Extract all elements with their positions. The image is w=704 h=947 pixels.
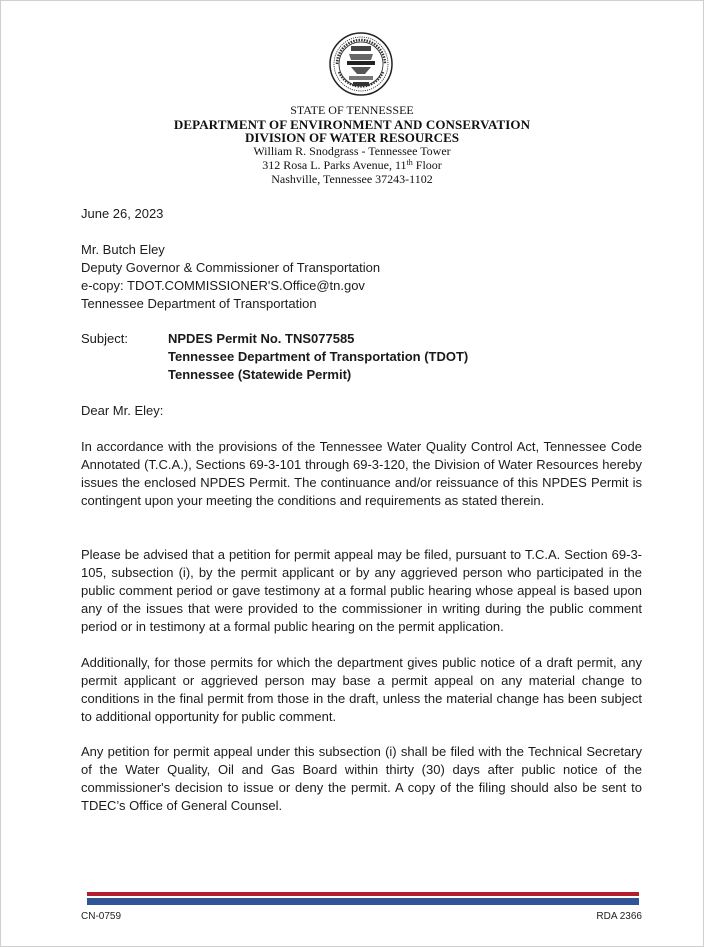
division-heading: DIVISION OF WATER RESOURCES bbox=[245, 130, 459, 145]
subject-permittee: Tennessee Department of Transportation (TDOT) bbox=[168, 349, 469, 364]
recipient-name: Mr. Butch Eley bbox=[81, 242, 165, 257]
street-address-ordinal: th bbox=[406, 158, 413, 167]
rda-number: RDA 2366 bbox=[596, 911, 642, 922]
city-address: Nashville, Tennessee 37243-1102 bbox=[271, 172, 433, 186]
department-heading: DEPARTMENT OF ENVIRONMENT AND CONSERVATION bbox=[173, 117, 531, 132]
street-address bbox=[0, 158, 704, 173]
recipient-organization: Tennessee Department of Transportation bbox=[81, 296, 317, 311]
body-paragraph: Additionally, for those permits for which the department gives public notice of a draft permit, any permit applicant or aggrieved person may base a permit appeal on any material change to conditions in the final permit from those in the draft, unless the material change has been subject to additional opportunity for public comment. bbox=[81, 655, 642, 724]
form-number: CN-0759 bbox=[81, 911, 122, 922]
recipient-block bbox=[81, 241, 380, 313]
footer-blue-rule bbox=[87, 898, 639, 905]
tennessee-state-seal-icon bbox=[329, 32, 393, 96]
letter-date: June 26, 2023 bbox=[81, 206, 164, 221]
salutation: Dear Mr. Eley: bbox=[81, 403, 164, 418]
body-paragraph: Please be advised that a petition for permit appeal may be filed, pursuant to T.C.A. Section 69-3-105, subsection (i), by the permit applicant or by any aggrieved person who participated in the public comment period or gave testimony at a formal public hearing whose appeal is based upon any of the issues that were provided to the commissioner in writing during the public comment period or in testimony at a formal public hearing on the permit application. bbox=[81, 547, 642, 634]
subject-location: Tennessee (Statewide Permit) bbox=[168, 367, 352, 382]
subject-label: Subject: bbox=[81, 331, 128, 346]
body-paragraph: Any petition for permit appeal under this subsection (i) shall be filed with the Technical Secretary of the Water Quality, Oil and Gas Board within thirty (30) days after public notice of the commissioner's decision to issue or deny the permit. A copy of the filing should also be sent to TDEC’s Office of General Counsel. bbox=[81, 744, 642, 813]
state-heading: STATE OF TENNESSEE bbox=[290, 103, 414, 117]
street-address-main: 312 Rosa L. Parks Avenue, 11 bbox=[262, 158, 407, 172]
street-address-floor: Floor bbox=[412, 158, 442, 172]
recipient-title: Deputy Governor & Commissioner of Transportation bbox=[81, 260, 381, 275]
body-paragraph: In accordance with the provisions of the Tennessee Water Quality Control Act, Tennessee Code Annotated (T.C.A.), Sections 69-3-101 through 69-3-120, the Division of Water Resources hereby issues the enclosed NPDES Permit. The continuance and/or reissuance of this NPDES Permit is contingent upon your meeting the conditions and requirements as stated therein. bbox=[81, 439, 642, 508]
recipient-ecopy: e-copy: TDOT.COMMISSIONER'S.Office@tn.gov bbox=[81, 278, 365, 293]
building-address: William R. Snodgrass - Tennessee Tower bbox=[253, 144, 451, 158]
subject-permit-number: NPDES Permit No. TNS077585 bbox=[168, 331, 355, 346]
subject-block bbox=[168, 330, 468, 384]
